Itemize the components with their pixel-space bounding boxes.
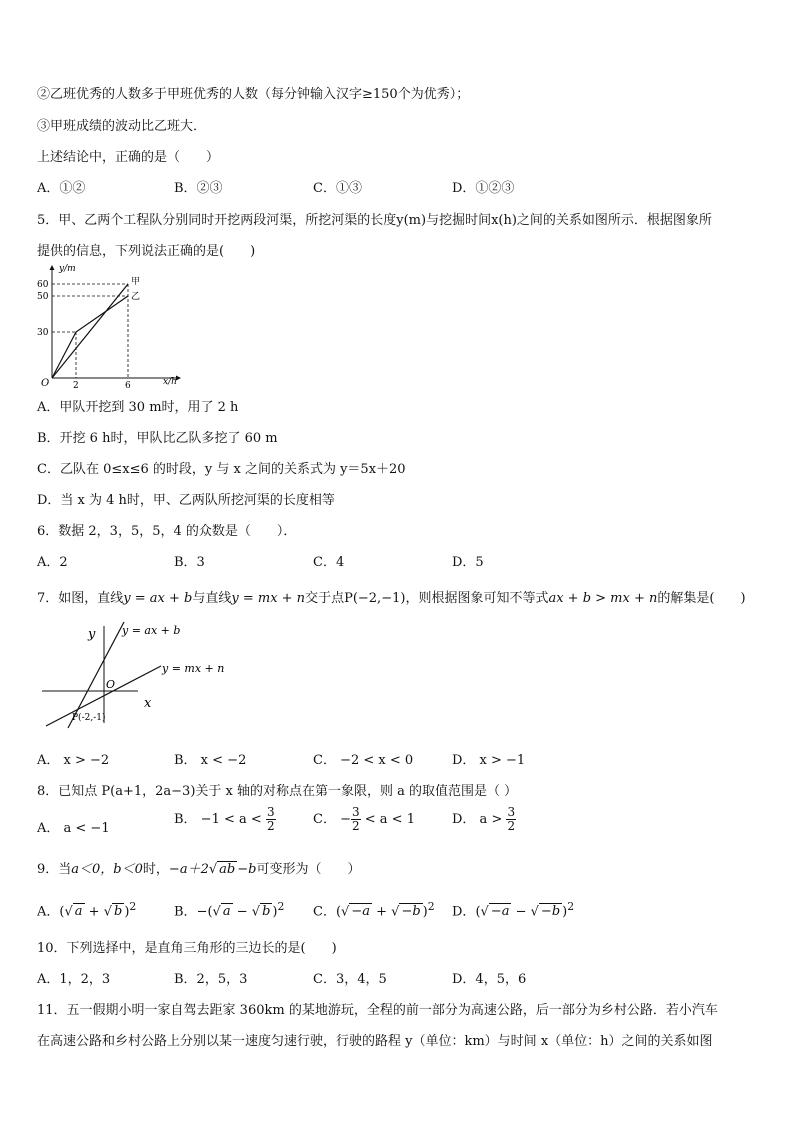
q7-y-label: y (88, 627, 96, 642)
q8-option-c-den: 2 (351, 819, 360, 833)
q8-option-b-num: 3 (266, 805, 275, 819)
q10-option-a: A．1，2，3 (37, 972, 111, 987)
q4-option-b: B．②③ (174, 181, 223, 196)
q9-option-c-exp: 2 (427, 900, 435, 913)
q7-option-c: C． −2 < x < 0 (313, 753, 414, 768)
q5-x-label: x/h (163, 377, 177, 387)
q5-xtick-2: 2 (73, 381, 79, 388)
q7-figure (36, 618, 236, 730)
q6-stem: 6．数据 2，3，5，5，4 的众数是（ ）． (37, 524, 297, 539)
q9-option-d-op: − (515, 904, 527, 920)
q5-option-c: C．乙队在 0≤x≤6 的时段，y 与 x 之间的关系式为 y＝5x＋20 (37, 462, 406, 477)
q9-option-b: B．−(√ a − √ b )$^2$ (174, 900, 285, 920)
q6-option-c: C．4 (313, 555, 345, 570)
q9-option-a: A．(√ a + √ b )$^2$ (37, 900, 137, 920)
q5-ytick-30: 30 (37, 328, 49, 338)
q8-option-d-fraction (506, 806, 516, 833)
q10-option-c: C．3，4，5 (313, 972, 387, 987)
q7-option-d: D． x > −1 (452, 753, 526, 768)
q8-option-c-num: 3 (351, 805, 360, 819)
q9-option-d-r1: −a (490, 904, 510, 920)
q7-line2-formula: y = mx + n (231, 591, 306, 606)
q8-option-c-post: < a < 1 (364, 812, 415, 827)
q8-option-a: A． a < −1 (37, 821, 110, 836)
q6-option-b: B．3 (174, 555, 205, 570)
q6-option-a: A．2 (37, 555, 68, 570)
q8-option-d-den: 2 (507, 819, 516, 833)
q10-option-b: B．2，5，3 (174, 972, 248, 987)
q9-option-c-label: C． (313, 904, 336, 920)
q5-option-d: D．当 x 为 4 h时，甲、乙两队所挖河渠的长度相等 (37, 493, 335, 508)
q8-option-b (174, 806, 276, 833)
q8-option-c-fraction (351, 806, 361, 833)
q9-stem: 9．当a＜0，b＜0时，−a＋2√ ab −b可变形为（ ） (37, 862, 361, 877)
q5-stem-line1: 5．甲、乙两个工程队分别同时开挖两段河渠，所挖河渠的长度y(m)与挖掘时间x(h)之间的关系如图所示．根据图象所 (37, 213, 712, 228)
q4-option-c: C．①③ (313, 181, 362, 196)
q4-option-d: D．①②③ (452, 181, 515, 196)
q5-figure (36, 260, 186, 388)
q11-stem-line2: 在高速公路和乡村公路上分别以某一速度匀速行驶，行驶的路程 y（单位：km）与时间 x（单位：h）之间的关系如图 (37, 1034, 713, 1049)
q9-option-b-r2: b (262, 904, 271, 920)
q7-label-line1: y = ax + b (122, 624, 181, 637)
q5-option-b: B．开挖 6 h时，甲队比乙队多挖了 60 m (37, 431, 278, 446)
q9-option-d: D．(√ −a − √ −b )$^2$ (452, 900, 575, 920)
q8-stem: 8．已知点 P(a+1，2a−3)关于 x 轴的对称点在第一象限，则 a 的取值范围是（ ） (37, 784, 518, 799)
q7-stem-d: ，则根据图象可知不等式 (405, 591, 549, 606)
q7-stem-a: 7．如图，直线 (37, 591, 124, 606)
q11-stem-line1: 11．五一假期小明一家自驾去距家 360km 的某地游玩，全程的前一部分为高速公路，后一部分为乡村公路．若小汽车 (37, 1003, 718, 1018)
q8-option-b-fraction (266, 806, 276, 833)
q7-origin-label: O (106, 678, 116, 691)
q9-option-c-r2: −b (401, 904, 421, 920)
q8-option-c-text: C． − (313, 812, 351, 827)
q9-option-a-r2: b (113, 904, 123, 920)
q5-line-yi (52, 296, 128, 378)
q9-expression: −a＋2 (168, 862, 209, 877)
q7-stem-c: 交于点 (305, 591, 345, 606)
q9-option-a-exp: 2 (129, 900, 137, 913)
q9-option-c-r1: −a (351, 904, 370, 920)
q5-ytick-50: 50 (37, 292, 49, 302)
q5-option-a: A．甲队开挖到 30 m时，用了 2 h (37, 400, 239, 415)
q7-point: P(−2,−1) (344, 591, 406, 606)
q7-option-a: A． x > −2 (37, 753, 110, 768)
q5-xtick-6: 6 (125, 381, 131, 388)
q5-stem-line2: 提供的信息，下列说法正确的是( ) (37, 244, 256, 259)
q9-option-a-op: + (88, 904, 100, 920)
q4-statement-3: ③甲班成绩的波动比乙班大． (37, 119, 207, 134)
q5-origin-label: O (41, 378, 50, 388)
q9-option-d-r2: −b (540, 904, 561, 920)
q10-option-d: D．4，5，6 (452, 972, 527, 987)
q4-statement-2: ②乙班优秀的人数多于甲班优秀的人数（每分钟输入汉字≥150个为优秀）； (37, 87, 470, 102)
q5-label-jia: 甲 (131, 277, 141, 287)
q9-radicand: ab (219, 862, 236, 877)
q7-option-b: B． x < −2 (174, 753, 247, 768)
q9-option-d-label: D． (452, 904, 476, 920)
q9-option-c-op: + (376, 904, 388, 920)
q5-line-jia (52, 284, 128, 378)
q9-option-b-pre: − (196, 904, 208, 920)
q7-stem-e: 的解集是( ) (657, 591, 746, 606)
q7-stem-b: 与直线 (192, 591, 232, 606)
q8-option-d (452, 806, 516, 833)
q6-option-d: D．5 (452, 555, 484, 570)
q10-stem: 10．下列选择中，是直角三角形的三边长的是( ) (37, 941, 337, 956)
q9-option-b-exp: 2 (277, 900, 285, 913)
q8-option-d-num: 3 (507, 805, 516, 819)
q8-option-d-text: D． a > (452, 812, 503, 827)
q5-y-arrow-icon (50, 265, 55, 270)
q8-option-b-text: B． −1 < a < (174, 812, 262, 827)
q7-stem (37, 587, 746, 606)
q4-option-a: A．①② (37, 181, 86, 196)
q9-option-d-exp: 2 (567, 900, 575, 913)
q7-label-line2: y = mx + n (162, 662, 225, 675)
q5-label-yi: 乙 (131, 292, 141, 302)
q9-option-a-label: A． (37, 904, 60, 920)
q9-option-b-op: − (236, 904, 248, 920)
q9-option-b-r1: a (222, 904, 231, 920)
q9-option-b-label: B． (174, 904, 197, 920)
q8-option-c (313, 806, 415, 833)
q4-stem: 上述结论中，正确的是（ ） (37, 150, 220, 165)
q7-x-label: x (144, 696, 152, 711)
q5-ytick-60: 60 (37, 280, 49, 290)
q5-y-label: y/m (59, 264, 76, 274)
q7-line1-formula: y = ax + b (123, 591, 193, 606)
q9-stem-a: 9．当 (37, 862, 72, 877)
q9-option-a-r1: a (74, 904, 83, 920)
q9-stem-c: 可变形为（ ） (256, 862, 361, 877)
q7-label-p: P(-2,-1) (72, 713, 106, 723)
q9-option-c: C．(√ −a + √ −b )$^2$ (313, 900, 435, 920)
q9-stem-b: 时， (142, 862, 169, 877)
q7-inequality: ax + b > mx + n (548, 591, 658, 606)
q9-expression-2: −b (237, 862, 257, 877)
q9-condition: a＜0，b＜0 (71, 862, 143, 877)
q8-option-b-den: 2 (266, 819, 275, 833)
